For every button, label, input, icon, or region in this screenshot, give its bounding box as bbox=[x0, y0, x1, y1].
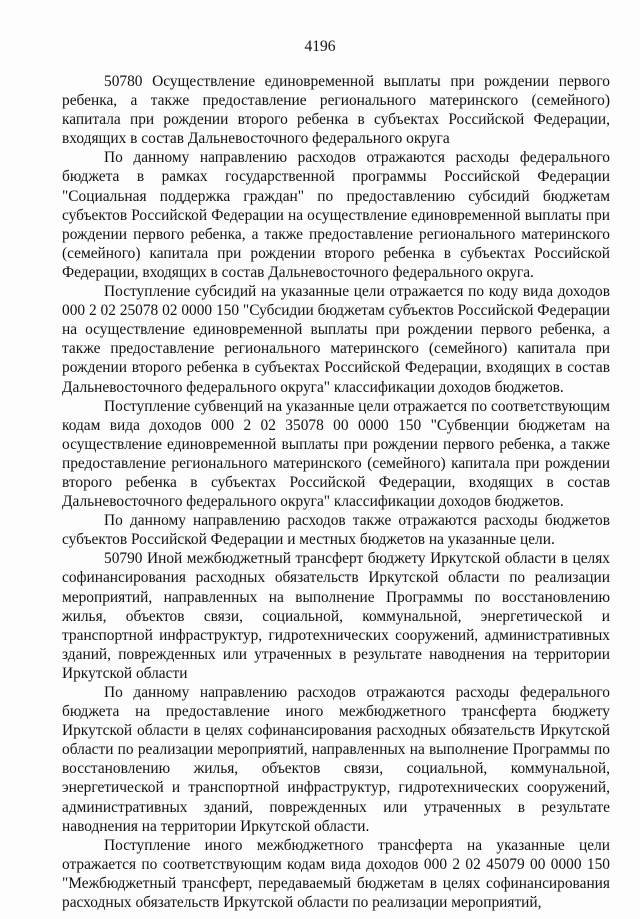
paragraph-regional-budgets: По данному направлению расходов также отражаются расходы бюджетов субъектов Российской Федерации и местных бюджетов на указанные цели. bbox=[62, 512, 610, 549]
paragraph-50790-description: По данному направлению расходов отражаются расходы федерального бюджета на предоставление иного межбюджетного трансферта бюджету Иркутской области в целях софинансирования расходных обязательств Иркутской области по реализации мероприятий, направленных на выполнение Программы по восстановлению жилья, объектов связи, социальной, коммунальной, энергетической и транспортной инфраструктур, гидротехнических сооружений, административных зданий, поврежденных или утраченных в результате наводнения на территории Иркутской области. bbox=[62, 684, 610, 835]
paragraph-50780-heading: 50780 Осуществление единовременной выплаты при рождении первого ребенка, а также предоставление регионального материнского (семейного) капитала при рождении второго ребенка в субъектах Российской Федерации, входящих в состав Дальневосточного федерального округа bbox=[62, 73, 610, 148]
document-body bbox=[62, 72, 610, 912]
paragraph-50790-heading: 50790 Иной межбюджетный трансферт бюджету Иркутской области в целях софинансирования расходных обязательств Иркутской области по реализации мероприятий, направленных на выполнение Программы по восстановлению жилья, объектов связи, социальной, коммунальной, энергетической и транспортной инфраструктур, гидротехнических сооружений, административных зданий, поврежденных или утраченных в результате наводнения на территории Иркутской области bbox=[62, 550, 610, 682]
paragraph-50780-description: По данному направлению расходов отражаются расходы федерального бюджета в рамках государственной программы Российской Федерации "Социальная поддержка граждан" по предоставлению субсидий бюджетам субъектов Российской Федерации на осуществление единовременной выплаты при рождении первого ребенка, а также предоставление регионального материнского (семейного) капитала при рождении второго ребенка в субъектах Российской Федерации, входящих в состав Дальневосточного федерального округа. bbox=[62, 149, 610, 281]
paragraph-subventions-income: Поступление субвенций на указанные цели отражается по соответствующим кодам вида доходов 000 2 02 35078 00 0000 150 "Субвенции бюджетам на осуществление единовременной выплаты при рождении первого ребенка, а также предоставление регионального материнского (семейного) капитала при рождении второго ребенка в субъектах Российской Федерации, входящих в состав Дальневосточного федерального округа" классификации доходов бюджетов. bbox=[62, 397, 610, 511]
page-number: 4196 bbox=[304, 38, 336, 55]
paragraph-transfer-income: Поступление иного межбюджетного трансферта на указанные цели отражается по соответствующим кодам вида доходов 000 2 02 45079 00 0000 150 "Межбюджетный трансферт, передаваемый бюджетам в целях софинансирования расходных обязательств Иркутской области по реализации мероприятий, bbox=[62, 836, 610, 912]
paragraph-subsidies-income: Поступление субсидий на указанные цели отражается по коду вида доходов 000 2 02 25078 02 0000 150 "Субсидии бюджетам субъектов Российской Федерации на осуществление единовременной выплаты при рождении первого ребенка, а также предоставление регионального материнского (семейного) капитала при рождении второго ребенка в субъектах Российской Федерации, входящих в состав Дальневосточного федерального округа" классификации доходов бюджетов. bbox=[62, 283, 610, 396]
